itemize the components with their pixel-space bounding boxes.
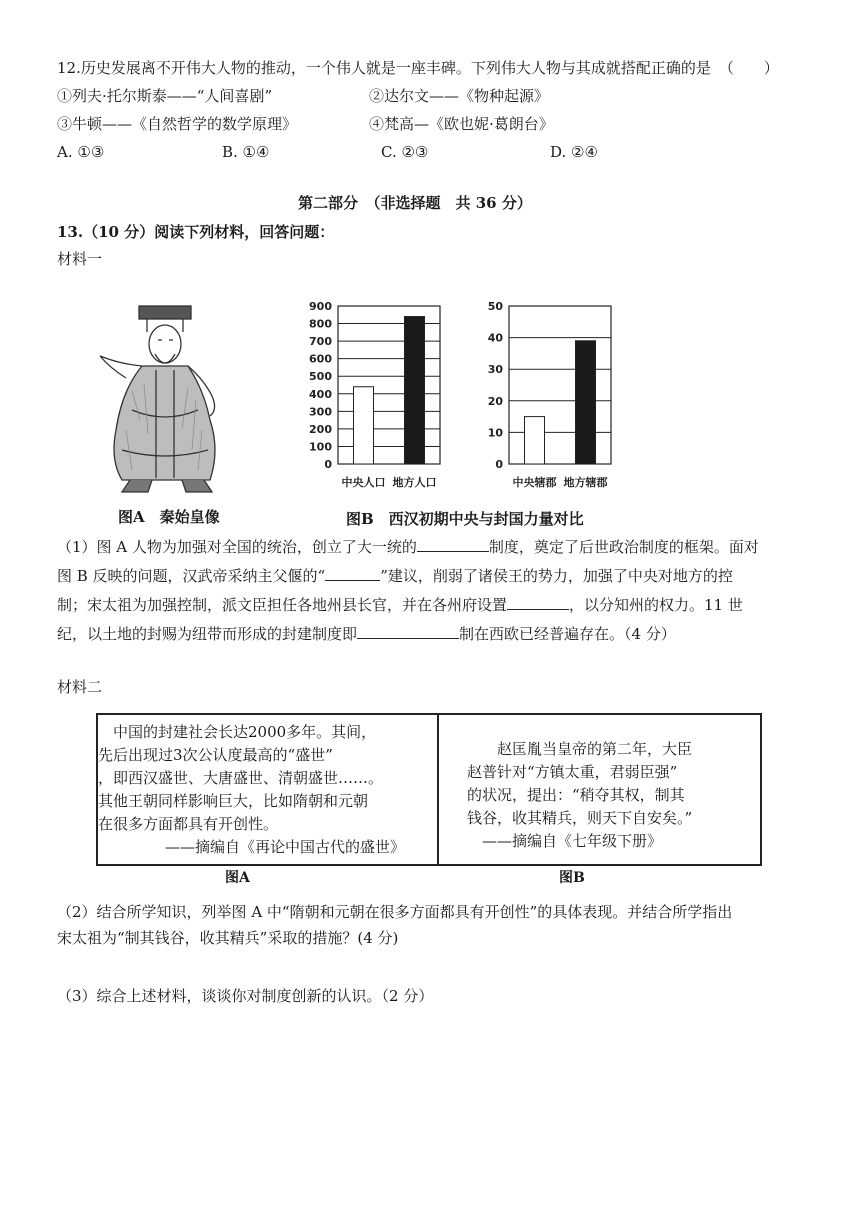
y-tick-label: 800 [309,317,332,331]
box-b-line-1: 赵匡胤当皇帝的第二年，大臣 [497,740,693,758]
box-a-line-1: 中国的封建社会长达2000多年。其间， [113,723,377,741]
x-category-label: 地方人口 [392,476,437,489]
q12-option-c: C. ②③ [381,143,429,161]
y-tick-label: 10 [487,426,503,440]
box-b-source: ——摘编自《七年级下册》 [482,832,663,850]
y-tick-label: 900 [309,300,332,313]
q13-sub1-line3 [57,591,743,620]
box-a-line-4: 其他王朝同样影响巨大，比如隋朝和元朝 [98,792,369,810]
q12-item-3: ③牛顿——《自然哲学的数学原理》 [57,115,298,133]
box-a-line-5: 在很多方面都具有开创性。 [98,815,279,833]
q13-sub1-text-7: 纪，以土地的封赐为纽带而形成的封建制度即 [57,625,358,643]
x-category-label: 地方辖郡 [563,476,608,489]
x-category-label: 中央人口 [341,476,386,489]
qin-shi-huang-portrait [92,300,242,495]
y-tick-label: 100 [309,440,332,454]
y-tick-label: 500 [309,370,332,384]
x-category-label: 中央辖郡 [512,476,557,489]
box-a-line-3: ，即西汉盛世、大唐盛世、清朝盛世……。 [98,769,384,787]
answer-blank-4[interactable] [357,624,459,639]
q13-sub2-line1: （2）结合所学知识，列举图 A 中“隋朝和元朝在很多方面都具有开创性”的具体表现。并结合所学指出 [57,903,733,921]
q12-option-d: D. ②④ [550,143,598,161]
box-b-line-3: 的状况，提出：“稍夺其权，制其 [467,786,685,804]
box-a-source: ——摘编自《再论中国古代的盛世》 [165,838,406,856]
q12-item-1: ①列夫·托尔斯泰——“人间喜剧” [57,87,273,105]
material-two-label: 材料二 [57,678,103,696]
box-b-label: 图B [559,870,585,886]
q13-sub1-text-3: 图 B 反映的问题，汉武帝采纳主父偃的“ [57,567,326,585]
y-tick-label: 0 [324,458,332,471]
q12-item-4: ④梵高—《欧也妮·葛朗台》 [369,115,554,133]
commandery-bar-chart [476,298,646,498]
q13-sub1-text-8: 制在西欧已经普遍存在。（4 分） [459,625,676,643]
material-one-label: 材料一 [57,250,103,268]
q13-sub1-line2 [57,562,733,591]
q12-stem-text: 12.历史发展离不开伟大人物的推动，一个伟人就是一座丰碑。下列伟大人物与其成就搭配正确的是 [57,59,711,77]
answer-blank-2[interactable] [325,566,380,581]
q13-sub3: （3）综合上述材料，谈谈你对制度创新的认识。（2 分） [57,987,434,1005]
y-tick-label: 20 [487,394,503,408]
bar-central [525,417,545,464]
q12-item-2: ②达尔文——《物种起源》 [369,87,550,105]
q13-sub2-line2: 宋太祖为“制其钱谷，收其精兵”采取的措施？(4 分) [57,929,399,947]
bar-local [405,317,425,464]
q13-sub1-line1 [57,533,759,562]
fig-a-caption: 图A 秦始皇像 [118,508,220,526]
y-tick-label: 40 [487,331,503,345]
q13-sub1-text-2: 制度，奠定了后世政治制度的框架。面对 [488,538,759,556]
q12-option-b: B. ①④ [222,143,270,161]
bar-central [354,387,374,464]
fig-b-caption: 图B 西汉初期中央与封国力量对比 [346,510,584,528]
y-tick-label: 30 [487,363,503,377]
q13-heading: 13.（10 分）阅读下列材料，回答问题： [57,223,335,241]
y-tick-label: 0 [495,458,503,471]
bar-local [576,341,596,464]
answer-blank-1[interactable] [417,537,489,552]
q13-sub1-text-4: ”建议，削弱了诸侯王的势力，加强了中央对地方的控 [380,567,733,585]
y-tick-label: 600 [309,352,332,366]
answer-blank-3[interactable] [507,595,569,610]
y-tick-label: 200 [309,422,332,436]
box-b-line-2: 赵普针对“方镇太重，君弱臣强” [467,763,678,781]
q13-sub1-text-1: （1）图 A 人物为加强对全国的统治，创立了大一统的 [57,538,417,556]
box-b-line-4: 钱谷，收其精兵，则天下自安矣。” [467,809,693,827]
q13-sub1-text-5: 制；宋太祖为加强控制，派文臣担任各地州县长官，并在各州府设置 [57,596,508,614]
q12-option-a: A. ①③ [57,143,105,161]
part2-title: 第二部分 （非选择题 共 36 分） [298,194,532,212]
box-a-label: 图A [225,870,250,886]
y-tick-label: 400 [309,387,332,401]
box-a-line-2: 先后出现过3次公认度最高的“盛世” [98,746,333,764]
q12-answer-paren: （ ） [718,59,779,77]
population-bar-chart [305,298,475,498]
y-tick-label: 50 [487,300,503,313]
q12-stem [57,58,779,78]
y-tick-label: 700 [309,335,332,349]
q13-sub1-text-6: ，以分知州的权力。11 世 [569,596,743,614]
y-tick-label: 300 [309,405,332,419]
q13-sub1-line4 [57,620,676,649]
